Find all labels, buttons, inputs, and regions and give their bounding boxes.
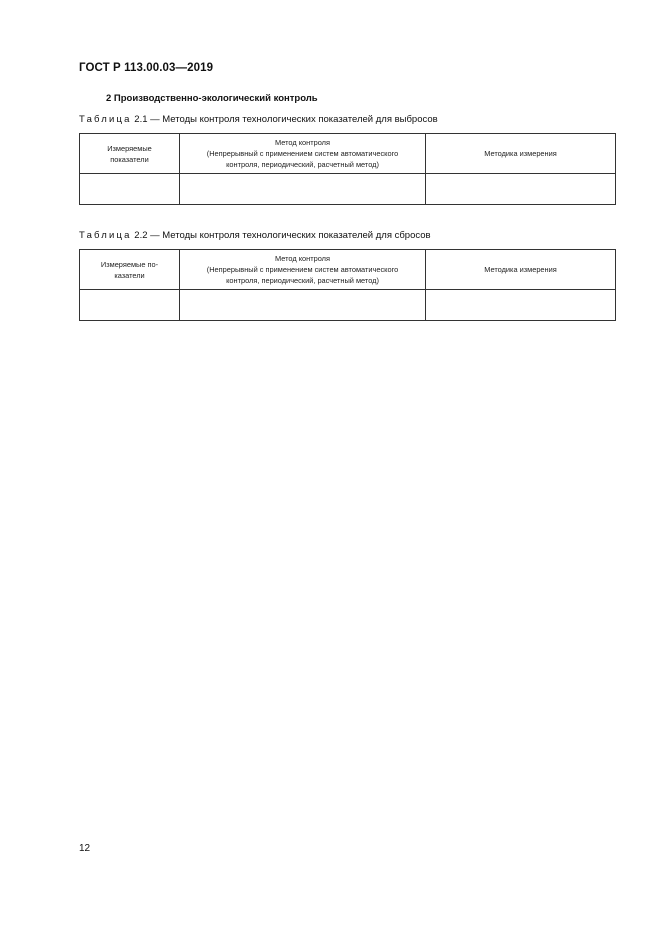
table-cell-empty	[426, 290, 616, 321]
table-caption-2-2	[79, 230, 431, 241]
discharges-control-table	[79, 249, 616, 321]
table-caption-text: 2.1 — Методы контроля технологических показателей для выбросов	[131, 114, 438, 125]
header-text-line: контроля, периодический, расчетный метод)	[226, 276, 379, 285]
table-cell-empty	[180, 174, 426, 205]
header-text-line: (Непрерывный с применением систем автоматического	[206, 265, 399, 274]
header-measurement-procedure: Методика измерения	[426, 134, 616, 174]
header-text-line: Измеряемые	[107, 143, 152, 153]
header-text-line: Измеряемые по-	[100, 259, 159, 269]
table-header-row	[80, 134, 616, 174]
table-cell-empty	[426, 174, 616, 205]
table-header-row	[80, 250, 616, 290]
header-control-method	[180, 250, 426, 290]
table-row	[80, 174, 616, 205]
page-number: 12	[79, 843, 91, 854]
header-measurement-procedure: Методика измерения	[426, 250, 616, 290]
header-measured-indicators	[80, 134, 180, 174]
header-control-method	[180, 134, 426, 174]
header-text-line: Метод контроля	[275, 254, 330, 263]
document-code: ГОСТ Р 113.00.03—2019	[79, 62, 214, 74]
table-cell-empty	[80, 174, 180, 205]
header-text-line: казатели	[114, 270, 145, 280]
table-caption-2-1	[79, 114, 438, 125]
section-title: 2 Производственно-экологический контроль	[106, 93, 318, 104]
table-cell-empty	[180, 290, 426, 321]
header-text-line: контроля, периодический, расчетный метод)	[226, 160, 379, 169]
table-caption-word: Таблица	[79, 230, 132, 241]
header-text-line: показатели	[110, 154, 149, 164]
table-caption-word: Таблица	[79, 114, 132, 125]
table-cell-empty	[80, 290, 180, 321]
emissions-control-table	[79, 133, 616, 205]
header-text-line: Метод контроля	[275, 138, 330, 147]
table-caption-text: 2.2 — Методы контроля технологических показателей для сбросов	[131, 230, 431, 241]
table-row	[80, 290, 616, 321]
header-text-line: (Непрерывный с применением систем автоматического	[206, 149, 399, 158]
header-measured-indicators	[80, 250, 180, 290]
